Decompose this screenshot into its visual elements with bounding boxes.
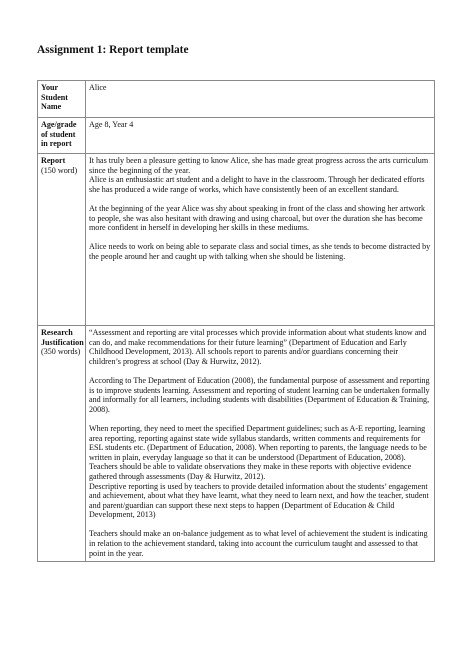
research-paragraph: Teachers should make an on-balance judgement as to what level of achievement the student is indicating in relation to the achievement standard, taking into account the curriculum taught and assessed to that point in the year. — [89, 529, 428, 558]
report-paragraph: At the beginning of the year Alice was shy about speaking in front of the class and showing her artwork to people, she was also hesitant with drawing and using charcoal, but over the duration she has become more confident in herself in developing her skills in these mediums. — [89, 203, 426, 233]
student-name-row — [38, 81, 435, 118]
age-grade-value-cell — [86, 118, 435, 154]
student-name-label-cell — [38, 81, 86, 118]
report-paragraph: Alice needs to work on being able to separate class and social times, as she tends to become distracted by the people around her and caught up with talking when she should be listening. — [89, 242, 431, 261]
age-grade-row — [38, 118, 435, 154]
research-paragraph: When reporting, they need to meet the specified Department guidelines; such as A-E reporting, learning area reporting, reporting against state wide syllabus standards, written comments and requirements for ESL students etc. (Department of Education, 2008). When reporting to parents, the language needs to be written in plain, everyday language so that it can be understood (Department of Education, 2008). Teachers should be able to validate observations they make in these reports with objective evidence gathered through assessments (Day & Hurwitz, 2012). — [89, 423, 427, 481]
age-grade-value: Age 8, Year 4 — [89, 120, 134, 129]
research-label: Research Justification — [41, 328, 84, 347]
student-name-label: Your Student Name — [41, 83, 68, 112]
age-grade-label-cell — [38, 118, 86, 154]
report-table — [37, 80, 435, 562]
report-label-cell — [38, 154, 86, 326]
research-content-cell — [86, 326, 435, 562]
research-label-cell — [38, 326, 86, 562]
document-title: Assignment 1: Report template — [37, 44, 189, 56]
research-paragraph: Descriptive reporting is used by teachers to provide detailed information about the students’ engagement and achievement, about what they have learnt, what they need to learn next, and how the teacher, student and parent/guardian can support these next steps to happen (Department of Education & Child Development, 2013) — [89, 481, 429, 520]
report-label: Report — [41, 156, 66, 165]
report-row — [38, 154, 435, 326]
age-grade-label: Age/grade of student in report — [41, 120, 77, 149]
research-paragraph: “Assessment and reporting are vital processes which provide information about what students know and can do, and make recommendations for their future learning” (Department of Education and Early Childhood Development, 2013). All schools report to parents and/or guardians concerning their children’s progress at school (Day & Hurwitz, 2012). — [89, 328, 427, 366]
student-name-value-cell — [86, 81, 435, 118]
report-content-cell — [86, 154, 435, 326]
research-paragraph: According to The Department of Education (2008), the fundamental purpose of assessment and reporting is to improve students learning. Assessment and reporting of student learning can be undertaken formally and informally for all learners, including students with disabilities (Department of Education & Training, 2008). — [89, 375, 430, 414]
student-name-value: Alice — [89, 83, 107, 92]
report-paragraph: It has truly been a pleasure getting to know Alice, she has made great progress across the arts curriculum since the beginning of the year. — [89, 156, 429, 175]
research-word-limit: (350 words) — [41, 347, 81, 357]
report-paragraph: Alice is an enthusiastic art student and a delight to have in the classroom. Through her dedicated efforts she has produced a wide range of works, which have consistently been of an excellent standard. — [89, 175, 425, 194]
report-word-limit: (150 word) — [41, 165, 78, 175]
research-row — [38, 326, 435, 562]
